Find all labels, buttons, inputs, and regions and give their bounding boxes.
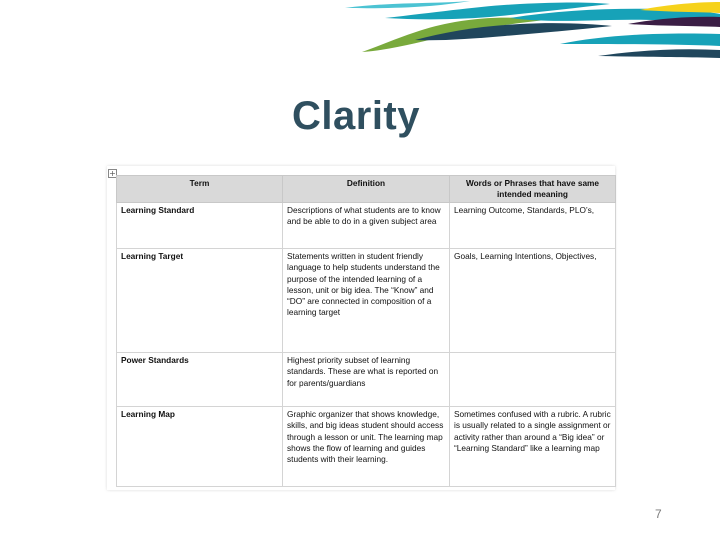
- page-number: 7: [655, 507, 662, 521]
- term-cell: Learning Map: [117, 407, 283, 487]
- term-cell: Learning Target: [117, 249, 283, 353]
- synonyms-cell: Sometimes confused with a rubric. A rubric is usually related to a single assignment or activity rather than around a “Big idea” or “Learning Standard” like a learning map: [450, 407, 616, 487]
- wave-light-teal: [345, 1, 470, 8]
- term-cell: Learning Standard: [117, 203, 283, 249]
- definition-cell: Graphic organizer that shows knowledge, skills, and big ideas student should access through a lesson or unit. The learning map shows the flow of learning and guides students with their learning.: [283, 407, 450, 487]
- decorative-waves: [0, 0, 720, 70]
- table-row: [117, 353, 616, 407]
- header-synonyms: Words or Phrases that have same intended meaning: [450, 176, 616, 203]
- term-cell: Power Standards: [117, 353, 283, 407]
- wave-teal-low: [560, 33, 720, 46]
- synonyms-cell: [450, 353, 616, 407]
- table-row: [117, 203, 616, 249]
- slide-title: Clarity: [292, 94, 420, 138]
- synonyms-cell: Goals, Learning Intentions, Objectives,: [450, 249, 616, 353]
- table-row: [117, 407, 616, 487]
- move-handle-icon[interactable]: +: [109, 169, 116, 178]
- table-header-row: [117, 176, 616, 203]
- table-row: [117, 249, 616, 353]
- definition-cell: Statements written in student friendly language to help students understand the purpose of the intended learning of a lesson, unit or big idea. The “Know” and “DO” are connected in composition of a learning target: [283, 249, 450, 353]
- definition-cell: Descriptions of what students are to know and be able to do in a given subject area: [283, 203, 450, 249]
- header-definition: Definition: [283, 176, 450, 203]
- wave-navy-low: [598, 49, 720, 58]
- terms-table: [116, 175, 616, 487]
- header-term: Term: [117, 176, 283, 203]
- synonyms-cell: Learning Outcome, Standards, PLO’s,: [450, 203, 616, 249]
- definition-cell: Highest priority subset of learning standards. These are what is reported on for parents/guardians: [283, 353, 450, 407]
